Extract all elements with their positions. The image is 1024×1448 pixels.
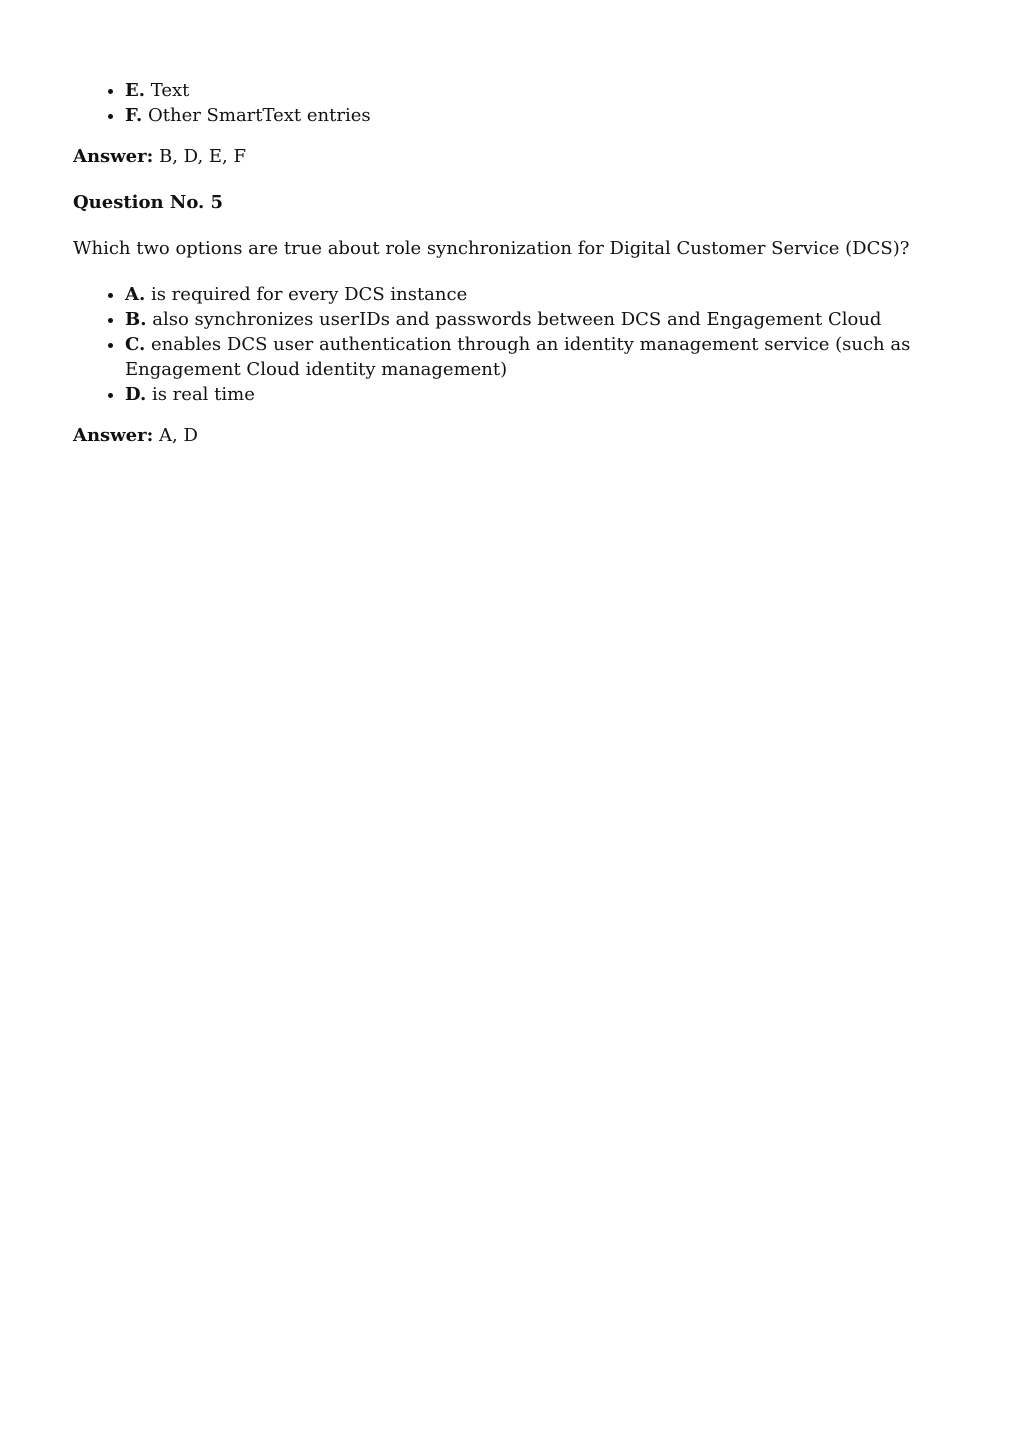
option-item	[125, 78, 953, 103]
option-item	[125, 282, 953, 307]
option-letter: F.	[125, 105, 143, 126]
option-item	[125, 307, 953, 332]
document-page	[73, 78, 953, 448]
option-letter: B.	[125, 309, 147, 330]
answer-value: A, D	[159, 425, 198, 446]
prev-question-options	[73, 78, 953, 128]
prev-answer	[73, 144, 953, 169]
option-text: is real time	[151, 384, 255, 405]
option-item	[125, 103, 953, 128]
answer-label: Answer:	[73, 425, 154, 446]
option-text: is required for every DCS instance	[150, 284, 468, 305]
question-text: Which two options are true about role synchronization for Digital Customer Service (DCS)?	[73, 238, 910, 259]
option-text: also synchronizes userIDs and passwords between DCS and Engagement Cloud	[152, 309, 882, 330]
option-item	[125, 332, 953, 382]
option-letter: E.	[125, 80, 145, 101]
option-text: enables DCS user authentication through an identity management service (such as Engagement Cloud identity management)	[125, 334, 911, 380]
option-letter: A.	[125, 284, 146, 305]
question-options	[73, 282, 953, 407]
option-letter: D.	[125, 384, 147, 405]
option-text: Other SmartText entries	[147, 105, 371, 126]
option-letter: C.	[125, 334, 146, 355]
answer-value: B, D, E, F	[159, 146, 246, 167]
option-item	[125, 382, 953, 407]
answer-label: Answer:	[73, 146, 154, 167]
option-text: Text	[150, 80, 190, 101]
question-answer	[73, 423, 953, 448]
question-heading: Question No. 5	[73, 192, 224, 213]
